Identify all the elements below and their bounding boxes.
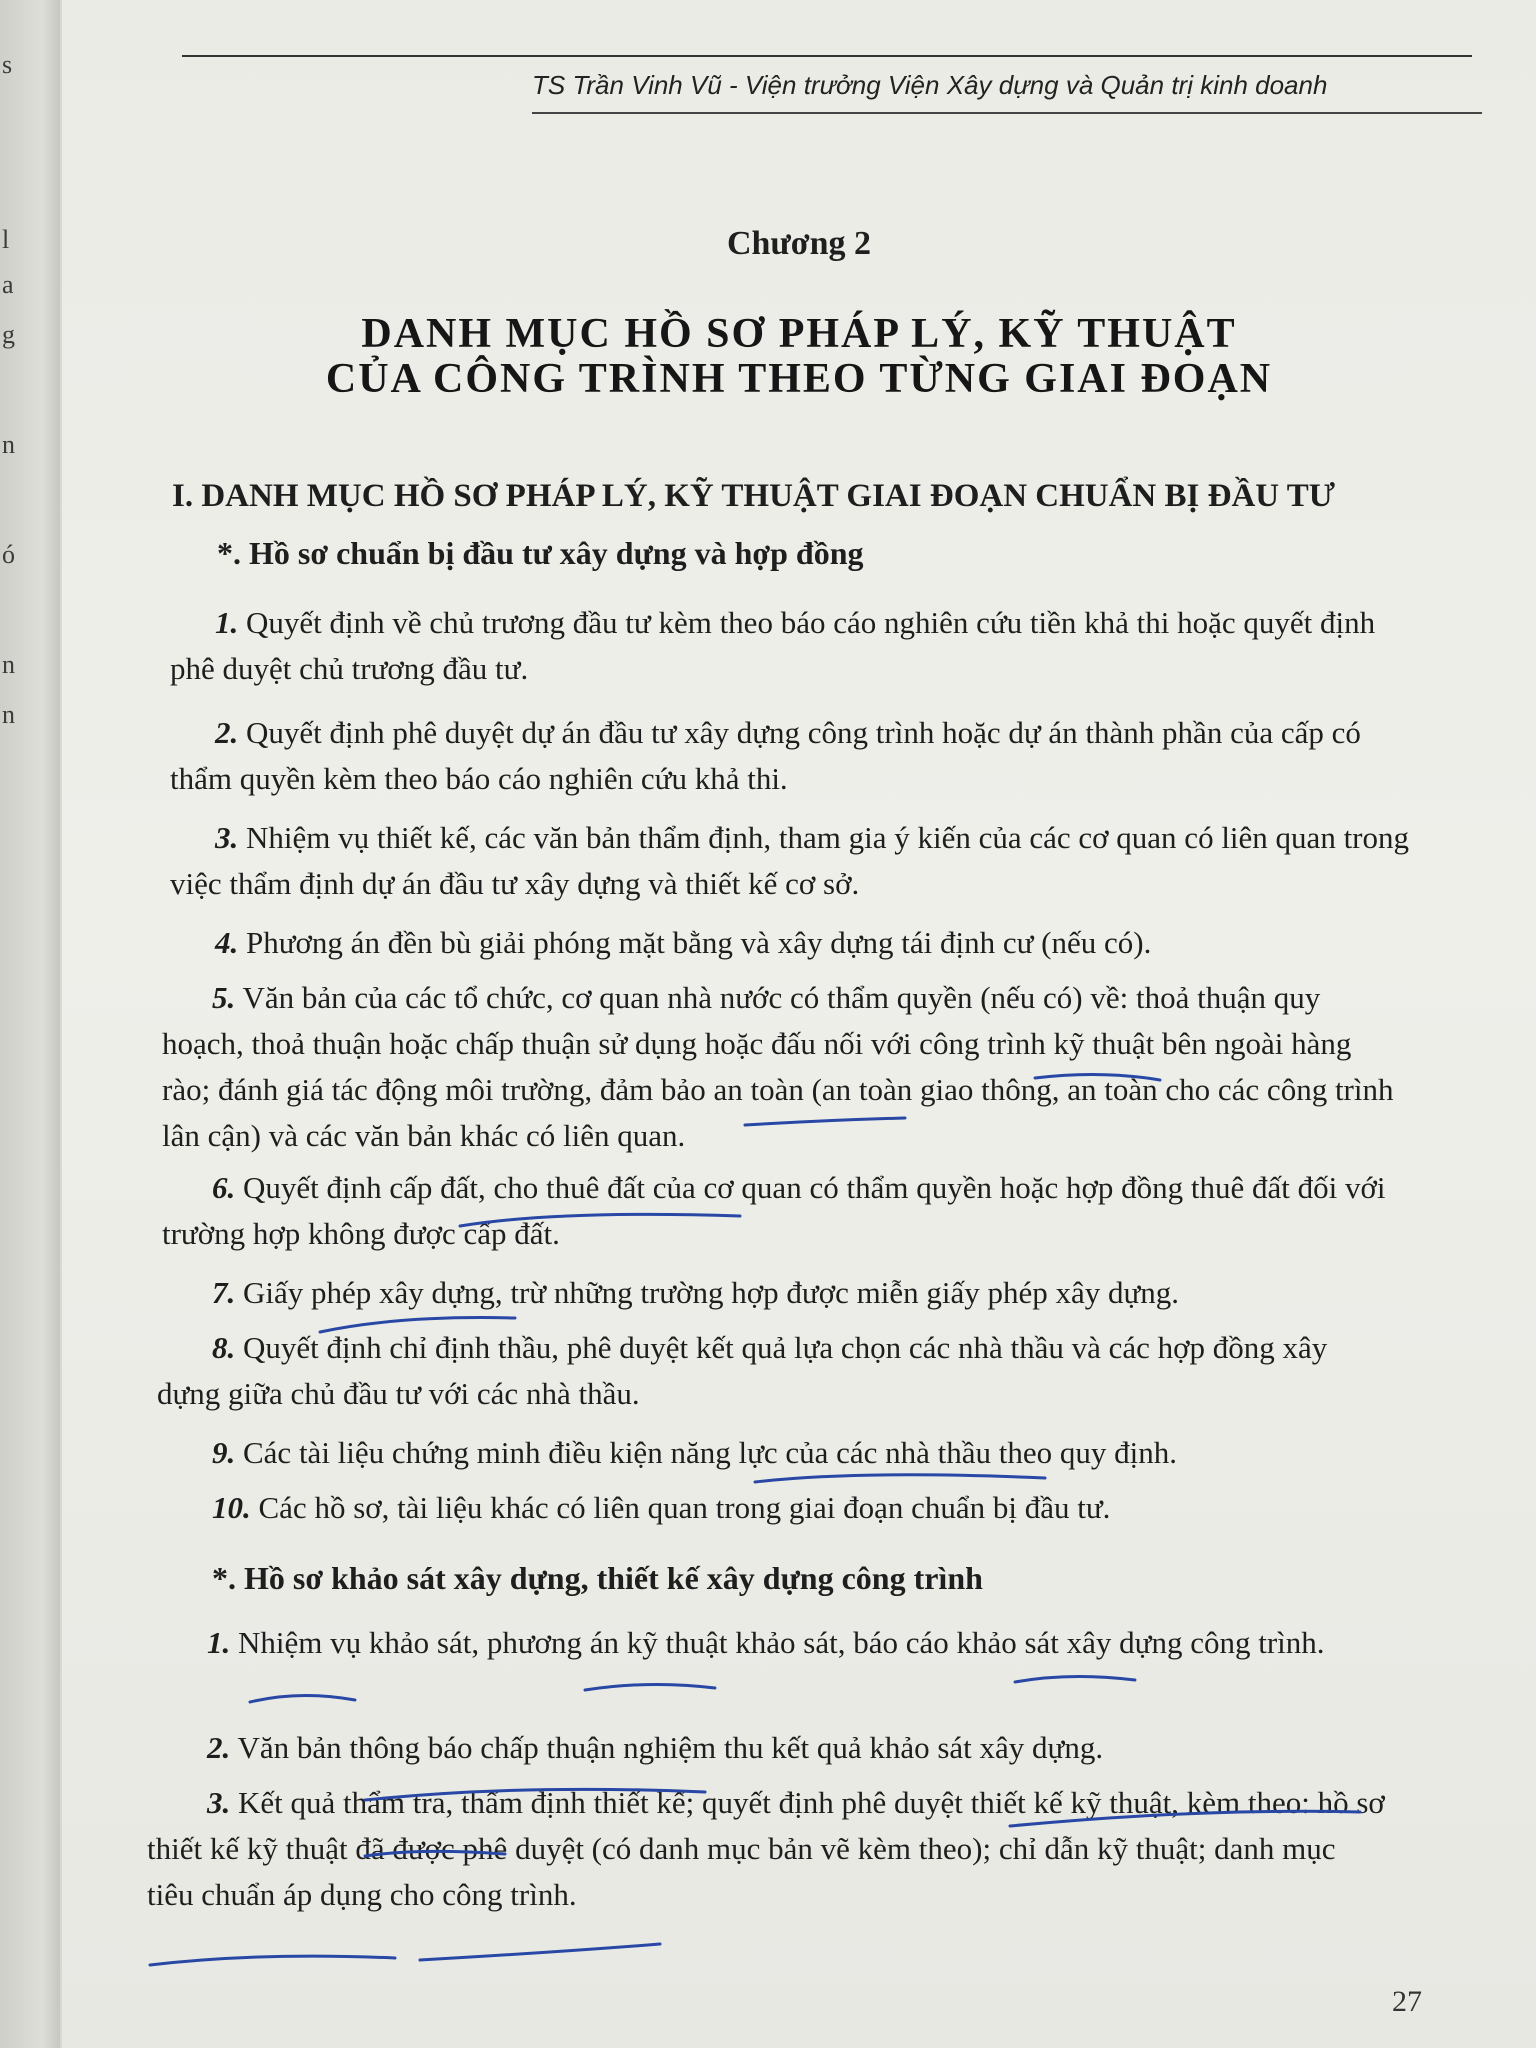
pen-underline bbox=[745, 1118, 905, 1125]
page-number: 27 bbox=[1392, 1985, 1422, 2018]
list-item: 1. Quyết định về chủ trương đầu tư kèm theo báo cáo nghiên cứu tiền khả thi hoặc quyết định phê duyệt chủ trương đầu tư. bbox=[170, 605, 1376, 686]
list-item: 5. Văn bản của các tổ chức, cơ quan nhà nước có thẩm quyền (nếu có) về: thoả thuận quy hoạch, thoả thuận hoặc chấp thuận sử dụng hoặc đấu nối với công trình kỹ thuật bên ngoài hàng rào; đánh giá tác động môi trường, đảm bảo an toàn (an toàn giao thông, an toàn cho các công trình lân cận) và các văn bản khác có liên quan. bbox=[162, 980, 1394, 1153]
chapter-title-line: CỦA CÔNG TRÌNH THEO TỪNG GIAI ĐOẠN bbox=[325, 356, 1273, 402]
pen-underline bbox=[365, 1789, 705, 1800]
list-item: 7. Giấy phép xây dựng, trừ những trường hợp được miễn giấy phép xây dựng. bbox=[212, 1275, 1180, 1310]
list-item: 2. Quyết định phê duyệt dự án đầu tư xây dựng công trình hoặc dự án thành phần của cấp có thẩm quyền kèm theo báo cáo nghiên cứu khả thi. bbox=[170, 715, 1361, 796]
running-header: TS Trần Vinh Vũ - Viện trưởng Viện Xây dựng và Quản trị kinh doanh bbox=[532, 70, 1328, 100]
list-item: 2. Văn bản thông báo chấp thuận nghiệm thu kết quả khảo sát xây dựng. bbox=[207, 1730, 1104, 1765]
margin-fragment: g bbox=[2, 320, 15, 349]
list-item: 9. Các tài liệu chứng minh điều kiện năng lực của các nhà thầu theo quy định. bbox=[212, 1435, 1178, 1470]
pen-underline bbox=[1015, 1676, 1135, 1682]
pen-underline bbox=[420, 1944, 660, 1960]
margin-fragment: a bbox=[2, 270, 14, 299]
list-item: 3. Kết quả thẩm tra, thẩm định thiết kế; quyết định phê duyệt thiết kế kỹ thuật, kèm theo: hồ sơ thiết kế kỹ thuật đã được phê duyệt (có danh mục bản vẽ kèm theo); chỉ dẫn kỹ thuật; danh mục tiêu chuẩn áp dụng cho công trình. bbox=[147, 1785, 1385, 1912]
list-item: 8. Quyết định chỉ định thầu, phê duyệt kết quả lựa chọn các nhà thầu và các hợp đồng xây dựng giữa chủ đầu tư với các nhà thầu. bbox=[157, 1330, 1328, 1411]
pen-underline bbox=[1035, 1074, 1160, 1080]
list-item: 10. Các hồ sơ, tài liệu khác có liên quan trong giai đoạn chuẩn bị đầu tư. bbox=[212, 1490, 1111, 1525]
margin-fragment: n bbox=[2, 650, 15, 679]
pen-underline bbox=[150, 1956, 395, 1965]
chapter-title-line: DANH MỤC HỒ SƠ PHÁP LÝ, KỸ THUẬT bbox=[361, 311, 1237, 357]
pen-underline bbox=[585, 1684, 715, 1690]
margin-fragment: n bbox=[2, 700, 15, 729]
subheading: *. Hồ sơ khảo sát xây dựng, thiết kế xây dựng công trình bbox=[212, 1560, 983, 1596]
list-item: 4. Phương án đền bù giải phóng mặt bằng và xây dựng tái định cư (nếu có). bbox=[215, 925, 1152, 960]
pen-underline bbox=[320, 1318, 515, 1332]
chapter-label: Chương 2 bbox=[726, 225, 872, 262]
list-item: 3. Nhiệm vụ thiết kế, các văn bản thẩm định, tham gia ý kiến của các cơ quan có liên quan trong việc thẩm định dự án đầu tư xây dựng và thiết kế cơ sở. bbox=[170, 820, 1409, 901]
pen-underline bbox=[365, 1851, 505, 1856]
pen-underline bbox=[755, 1475, 1045, 1482]
list-item: 1. Nhiệm vụ khảo sát, phương án kỹ thuật khảo sát, báo cáo khảo sát xây dựng công trình. bbox=[207, 1625, 1325, 1660]
subheading: *. Hồ sơ chuẩn bị đầu tư xây dựng và hợp đồng bbox=[217, 535, 864, 571]
margin-fragment: ó bbox=[2, 540, 15, 569]
margin-fragment: s bbox=[2, 50, 13, 79]
pen-underline bbox=[460, 1214, 740, 1226]
pen-underline bbox=[250, 1695, 355, 1702]
margin-fragment: n bbox=[2, 430, 15, 459]
margin-fragment: l bbox=[2, 225, 10, 254]
section-heading: I. DANH MỤC HỒ SƠ PHÁP LÝ, KỸ THUẬT GIAI ĐOẠN CHUẨN BỊ ĐẦU TƯ bbox=[172, 478, 1336, 514]
list-item: 6. Quyết định cấp đất, cho thuê đất của cơ quan có thẩm quyền hoặc hợp đồng thuê đất đối với trường hợp không được cấp đất. bbox=[162, 1170, 1386, 1251]
pen-underline bbox=[1010, 1811, 1360, 1826]
